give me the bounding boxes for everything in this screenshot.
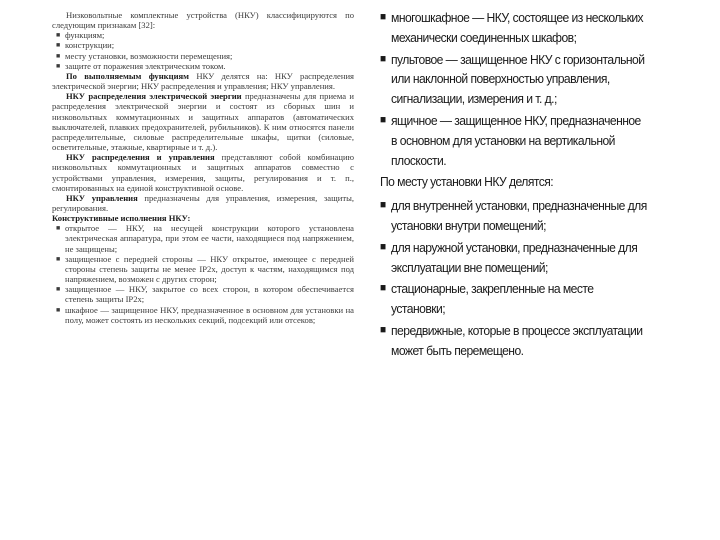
- bullet-icon: ■: [56, 224, 61, 233]
- bullet-icon: ■: [380, 113, 386, 126]
- bullet-icon: ■: [56, 61, 61, 70]
- bullet-icon: ■: [380, 282, 386, 295]
- list-item: ■ защищенное — НКУ, закрытое со всех сторон, в котором обеспечивается степень защиты IP2х;: [56, 284, 354, 305]
- bullet-icon: ■: [380, 11, 386, 23]
- bullet-icon: ■: [56, 31, 61, 40]
- list-item: ■ защищенное с передней стороны — НКУ открытое, имеющее с передней стороны степень защиты не менее IP2х, доступ к частям, находящимся под напряжением, возможен с других сторон;: [56, 253, 354, 285]
- list-item: ■ защите от поражения электрическим током.: [56, 60, 226, 71]
- place-heading: По месту установки НКУ делятся:: [380, 174, 554, 190]
- bullet-icon: ■: [380, 323, 386, 336]
- list-item: ■ ящичное — защищенное НКУ, предназначенное в основном для установки на вертикальной плоскости.: [380, 112, 641, 168]
- list-item: ■ для внутренней установки, предназначенные для установки внутри помещений;: [380, 198, 647, 233]
- bullet-icon: ■: [380, 240, 386, 253]
- control-paragraph: НКУ управления предназначены для управления, измерения, защиты, регулирования.: [52, 192, 354, 213]
- bullet-icon: ■: [56, 285, 61, 294]
- design-list: [52, 223, 354, 325]
- list-item: ■ месту установки, возможности перемещения;: [56, 50, 233, 61]
- criteria-list: [52, 30, 354, 71]
- list-item: ■ конструкции;: [56, 40, 115, 51]
- bullet-icon: ■: [56, 51, 61, 60]
- list-item: ■ многошкафное — НКУ, состоящее из нескольких механически соединенных шкафов;: [380, 10, 644, 45]
- list-item: ■ для наружной установки, предназначенные для эксплуатации вне помещений;: [380, 239, 638, 275]
- bullet-icon: ■: [56, 305, 61, 314]
- list-item: ■ функциям;: [56, 30, 105, 41]
- bullet-icon: ■: [380, 199, 386, 212]
- list-item: ■ передвижные, которые в процессе эксплуатации может быть перемещено.: [380, 322, 643, 358]
- place-list: [380, 196, 649, 360]
- list-item: ■ стационарные, закрепленные на месте установки;: [380, 281, 594, 317]
- bullet-icon: ■: [380, 52, 386, 65]
- distribution-control-paragraph: НКУ распределения и управления представляют собой комбинацию низковольтных коммутационных и защитных аппаратов совместно с устройствами управления, измерения, защиты, регулирования и т. п., смонтированных на единой конструктивной основе.: [52, 152, 354, 193]
- left-text-column: [52, 10, 354, 325]
- column-divider: [367, 30, 368, 450]
- design-heading: Конструктивные исполнения НКУ:: [52, 213, 191, 224]
- intro-paragraph: Низковольтные комплектные устройства (НКУ) классифицируются по следующим признакам [32]:: [52, 10, 354, 31]
- list-item: ■ шкафное — защищенное НКУ, предназначенное в основном для установки на полу, может состоять из нескольких секций, подсекций или отсеков;: [56, 304, 354, 325]
- right-text-column: [380, 8, 649, 363]
- list-item: ■ пультовое — защищенное НКУ с горизонтальной или наклонной поверхностью управления, сигнализации, измерения и т. д.;: [380, 51, 645, 107]
- bullet-icon: ■: [56, 41, 61, 50]
- distribution-paragraph: НКУ распределения электрической энергии предназначены для приема и распределения электрической энергии и состоят из сборных шин и низковольтных коммутационных и защитных аппаратов (автоматических выключателей, плавких предохранителей, рубильников). К ним относятся панели распределительные, силовые распределительные шкафы, щитки (силовые, осветительные, этажные, квартирные и т. д.).: [52, 91, 354, 153]
- bullet-icon: ■: [56, 254, 61, 263]
- by-function-paragraph: По выполняемым функциям НКУ делятся на: НКУ распределения электрической энергии; НКУ распределения и управления; НКУ управления.: [52, 70, 355, 92]
- list-item: ■ открытое — НКУ, на несущей конструкции которого установлена электрическая аппаратура, при этом ее части, находящиеся под напряжением, не защищены;: [56, 223, 354, 254]
- design-list-continued: [380, 8, 649, 170]
